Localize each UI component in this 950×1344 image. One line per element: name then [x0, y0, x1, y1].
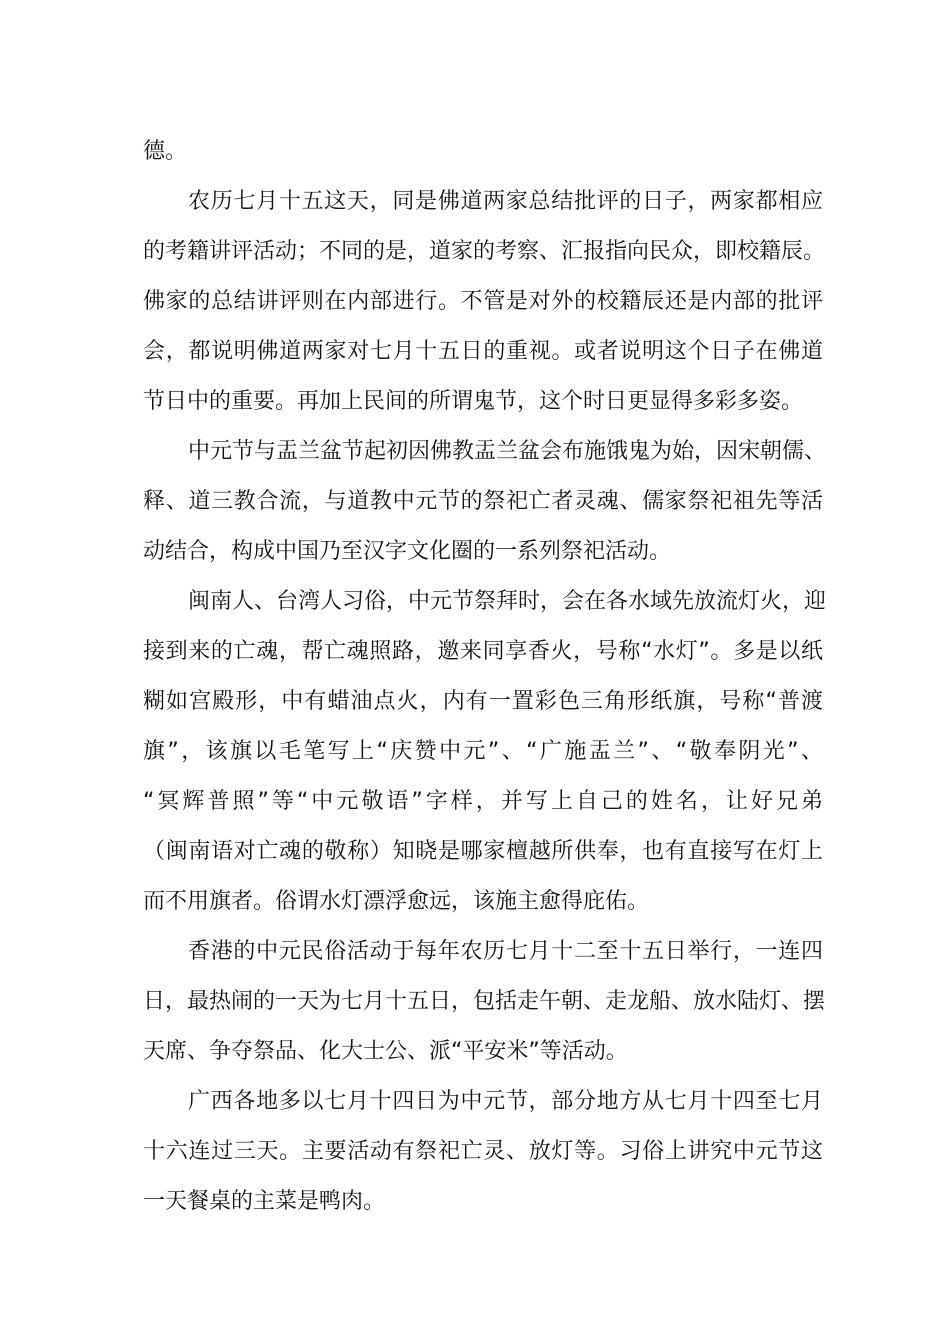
text-line: 十六连过三天。主要活动有祭祀亡灵、放灯等。习俗上讲究中元节这 — [143, 1139, 823, 1164]
text-line: 动结合，构成中国乃至汉字文化圈的一系列祭祀活动。 — [143, 539, 672, 564]
text-line: “冥辉普照”等“中元敬语”字样，并写上自己的姓名，让好兄弟 — [143, 789, 823, 814]
paragraph-first-line: 广西各地多以七月十四日为中元节，部分地方从七月十四至七月 — [188, 1089, 823, 1114]
paragraph-first-line: 香港的中元民俗活动于每年农历七月十二至十五日举行，一连四 — [188, 939, 823, 964]
text-line: 会，都说明佛道两家对七月十五日的重视。或者说明这个日子在佛道 — [143, 339, 823, 364]
text-line: 一天餐桌的主菜是鸭肉。 — [143, 1189, 386, 1214]
document-body — [143, 127, 827, 1227]
paragraph-first-line: 中元节与盂兰盆节起初因佛教盂兰盆会布施饿鬼为始，因宋朝儒、 — [188, 439, 827, 464]
paragraph-first-line: 农历七月十五这天，同是佛道两家总结批评的日子，两家都相应 — [188, 189, 823, 214]
text-line: 糊如宫殿形，中有蜡油点火，内有一置彩色三角形纸旗，号称“普渡 — [143, 689, 823, 714]
text-line: （闽南语对亡魂的敬称）知晓是哪家檀越所供奉，也有直接写在灯上 — [143, 839, 823, 864]
text-line: 节日中的重要。再加上民间的所谓鬼节，这个时日更显得多彩多姿。 — [143, 389, 804, 414]
text-line: 的考籍讲评活动；不同的是，道家的考察、汇报指向民众，即校籍辰。 — [143, 239, 826, 264]
text-line: 释、道三教合流，与道教中元节的祭祀亡者灵魂、儒家祭祀祖先等活 — [143, 489, 823, 514]
text-line: 德。 — [143, 139, 188, 164]
text-line: 而不用旗者。俗谓水灯漂浮愈远，该施主愈得庇佑。 — [143, 889, 650, 914]
text-line: 日，最热闹的一天为七月十五日，包括走午朝、走龙船、放水陆灯、摆 — [143, 989, 826, 1014]
text-line: 佛家的总结讲评则在内部进行。不管是对外的校籍辰还是内部的批评 — [143, 289, 823, 314]
text-line: 接到来的亡魂，帮亡魂照路，邀来同享香火，号称“水灯”。多是以纸 — [143, 639, 823, 664]
text-line: 旗”，该旗以毛笔写上“庆赞中元”、“广施盂兰”、“敬奉阴光”、 — [143, 739, 823, 764]
paragraph-first-line: 闽南人、台湾人习俗，中元节祭拜时，会在各水域先放流灯火，迎 — [188, 589, 827, 614]
text-line: 天席、争夺祭品、化大士公、派“平安米”等活动。 — [143, 1039, 628, 1064]
